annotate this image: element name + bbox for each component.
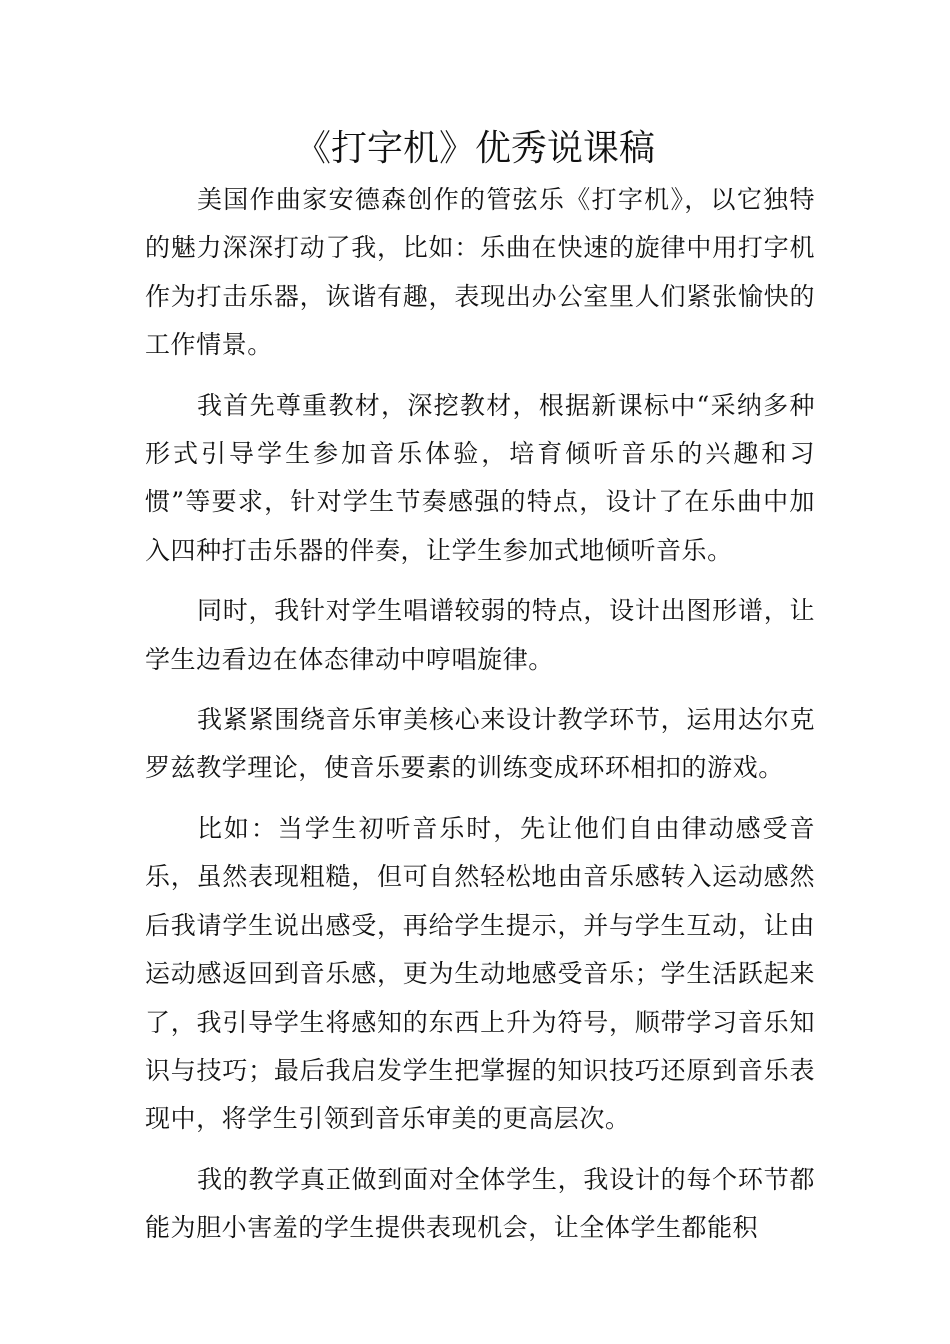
paragraph-4: 我紧紧围绕音乐审美核心来设计教学环节，运用达尔克罗兹教学理论，使音乐要素的训练变成环环相扣的游戏。 [145, 705, 815, 783]
paragraph-3: 同时，我针对学生唱谱较弱的特点，设计出图形谱，让学生边看边在体态律动中哼唱旋律。 [145, 596, 815, 674]
paragraph-1: 美国作曲家安德森创作的管弦乐《打字机》，以它独特的魅力深深打动了我，比如：乐曲在快速的旋律中用打字机作为打击乐器，诙谐有趣，表现出办公室里人们紧张愉快的工作情景。 [145, 185, 815, 360]
document-body [145, 176, 815, 1265]
paragraph-2: 我首先尊重教材，深挖教材，根据新课标中“采纳多种形式引导学生参加音乐体验，培育倾听音乐的兴趣和习惯”等要求，针对学生节奏感强的特点，设计了在乐曲中加入四种打击乐器的伴奏，让学生参加式地倾听音乐。 [145, 390, 815, 565]
paragraph-5: 比如：当学生初听音乐时，先让他们自由律动感受音乐，虽然表现粗糙，但可自然轻松地由音乐感转入运动感然后我请学生说出感受，再给学生提示，并与学生互动，让由运动感返回到音乐感，更为生动地感受音乐；学生活跃起来了，我引导学生将感知的东西上升为符号，顺带学习音乐知识与技巧；最后我启发学生把掌握的知识技巧还原到音乐表现中，将学生引领到音乐审美的更高层次。 [145, 813, 815, 1134]
document-title: 《打字机》优秀说课稿 [294, 128, 655, 169]
paragraph-6: 我的教学真正做到面对全体学生，我设计的每个环节都能为胆小害羞的学生提供表现机会，让全体学生都能积 [145, 1164, 815, 1243]
